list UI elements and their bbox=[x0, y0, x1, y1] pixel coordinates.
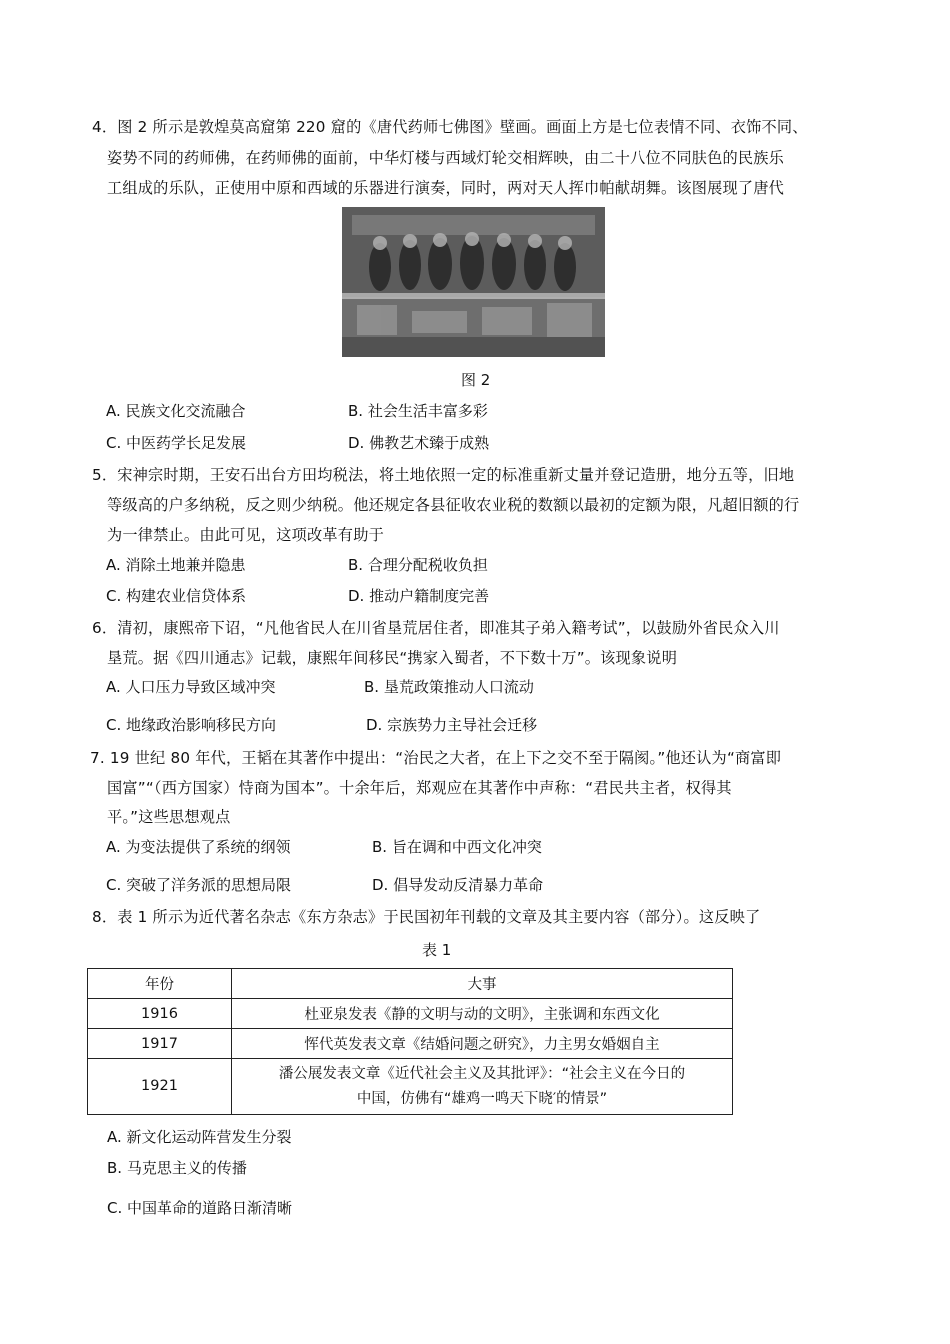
q5-option-d[interactable]: D. 推动户籍制度完善 bbox=[348, 587, 490, 605]
table-cell-event-line-2: 中国，仿佛有“雄鸡一鸣天下晓′的情景” bbox=[356, 1090, 608, 1107]
table-caption: 表 1 bbox=[422, 941, 452, 959]
table-cell-event bbox=[232, 1059, 733, 1115]
table-cell-event-line-1: 潘公展发表文章《近代社会主义及其批评》：“社会主义在今日的 bbox=[278, 1065, 686, 1082]
q5-option-b[interactable]: B. 合理分配税收负担 bbox=[348, 556, 488, 574]
table-row bbox=[88, 1029, 733, 1059]
table-cell-year: 1916 bbox=[88, 999, 232, 1029]
q7-stem-line-3: 平。”这些思想观点 bbox=[107, 808, 231, 826]
table-cell-event: 杜亚泉发表《静的文明与动的文明》，主张调和东西文化 bbox=[232, 999, 733, 1029]
q4-option-d[interactable]: D. 佛教艺术臻于成熟 bbox=[348, 434, 490, 452]
q6-option-a[interactable]: A. 人口压力导致区域冲突 bbox=[106, 678, 276, 696]
table-cell-year: 1921 bbox=[88, 1059, 232, 1115]
table-header-row bbox=[88, 969, 733, 999]
q6-option-c[interactable]: C. 地缘政治影响移民方向 bbox=[106, 716, 277, 734]
mural-figure-image bbox=[342, 207, 605, 357]
q8-option-b[interactable]: B. 马克思主义的传播 bbox=[107, 1159, 247, 1177]
q7-option-d[interactable]: D. 倡导发动反清暴力革命 bbox=[372, 876, 544, 894]
q6-stem-line-2: 垦荒。据《四川通志》记载，康熙年间移民“携家入蜀者，不下数十万”。该现象说明 bbox=[107, 649, 678, 667]
q7-option-c[interactable]: C. 突破了洋务派的思想局限 bbox=[106, 876, 292, 894]
q4-option-b[interactable]: B. 社会生活丰富多彩 bbox=[348, 402, 488, 420]
q4-option-c[interactable]: C. 中医药学长足发展 bbox=[106, 434, 247, 452]
q4-option-a[interactable]: A. 民族文化交流融合 bbox=[106, 402, 246, 420]
q5-stem-line-1: 5．宋神宗时期，王安石出台方田均税法，将土地依照一定的标准重新丈量并登记造册，地分五等，旧地 bbox=[92, 466, 795, 484]
q8-option-a[interactable]: A. 新文化运动阵营发生分裂 bbox=[107, 1128, 292, 1146]
q6-option-b[interactable]: B. 垦荒政策推动人口流动 bbox=[364, 678, 534, 696]
q5-option-c[interactable]: C. 构建农业信贷体系 bbox=[106, 587, 247, 605]
q6-stem-line-1: 6．清初，康熙帝下诏，“凡他省民人在川省垦荒居住者，即准其子弟入籍考试”，以鼓励外省民众入川 bbox=[92, 619, 780, 637]
q5-option-a[interactable]: A. 消除土地兼并隐患 bbox=[106, 556, 246, 574]
q4-stem-line-2: 姿势不同的药师佛，在药师佛的面前，中华灯楼与西域灯轮交相辉映，由二十八位不同肤色的民族乐 bbox=[107, 149, 785, 167]
q8-stem-line-1: 8．表 1 所示为近代著名杂志《东方杂志》于民国初年刊载的文章及其主要内容（部分）。这反映了 bbox=[92, 908, 761, 926]
table-header-year: 年份 bbox=[88, 969, 232, 999]
table-cell-event: 恽代英发表文章《结婚问题之研究》，力主男女婚姻自主 bbox=[232, 1029, 733, 1059]
q7-stem-line-2: 国富”“（西方国家）恃商为国本”。十余年后，郑观应在其著作中声称：“君民共主者，权得其 bbox=[107, 779, 732, 797]
table-row bbox=[88, 999, 733, 1029]
q5-stem-line-3: 为一律禁止。由此可见，这项改革有助于 bbox=[107, 526, 384, 544]
q7-option-a[interactable]: A. 为变法提供了系统的纲领 bbox=[106, 838, 291, 856]
q7-stem-line-1: 7. 19 世纪 80 年代，王韬在其著作中提出：“治民之大者，在上下之交不至于隔阂。”他还认为“商富即 bbox=[90, 749, 782, 767]
events-table bbox=[87, 968, 733, 1115]
q4-stem-line-1: 4．图 2 所示是敦煌莫高窟第 220 窟的《唐代药师七佛图》壁画。画面上方是七位表情不同、衣饰不同、 bbox=[92, 118, 808, 136]
q4-stem-line-3: 工组成的乐队，正使用中原和西域的乐器进行演奏，同时，两对天人挥巾帕献胡舞。该图展现了唐代 bbox=[107, 179, 785, 197]
table-header-event: 大事 bbox=[232, 969, 733, 999]
q7-option-b[interactable]: B. 旨在调和中西文化冲突 bbox=[372, 838, 542, 856]
figure-caption: 图 2 bbox=[461, 371, 491, 389]
q5-stem-line-2: 等级高的户多纳税，反之则少纳税。他还规定各县征收农业税的数额以最初的定额为限，凡超旧额的行 bbox=[107, 496, 800, 514]
q8-option-c[interactable]: C. 中国革命的道路日渐清晰 bbox=[107, 1199, 293, 1217]
table-row bbox=[88, 1059, 733, 1115]
q6-option-d[interactable]: D. 宗族势力主导社会迁移 bbox=[366, 716, 538, 734]
table-cell-year: 1917 bbox=[88, 1029, 232, 1059]
